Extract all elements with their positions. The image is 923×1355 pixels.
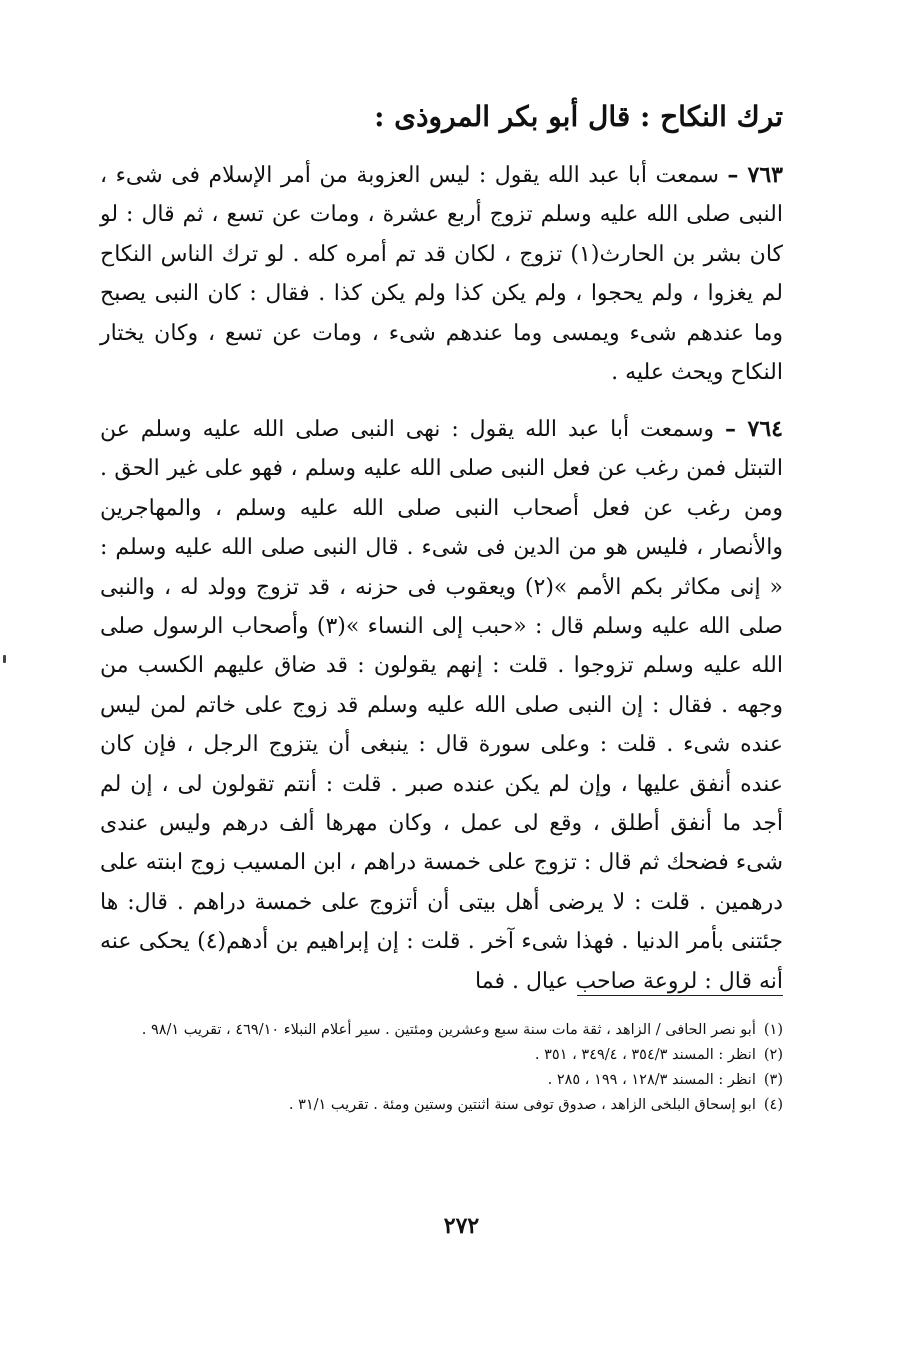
footnote-number: (٢)	[763, 1047, 783, 1063]
section-heading: ترك النكاح : قال أبو بكر المروذى :	[374, 100, 783, 133]
footnote-text: انظر : المسند ٣٥٤/٣ ، ٣٤٩/٤ ، ٣٥١ .	[534, 1047, 756, 1063]
page-number: ٢٧٢	[443, 1213, 480, 1239]
footnote-number: (٤)	[763, 1097, 783, 1113]
footnote-number: (٣)	[763, 1072, 783, 1088]
footnote-number: (١)	[763, 1022, 783, 1038]
footnote-3	[105, 1068, 783, 1093]
paragraph-764	[100, 410, 783, 1001]
footnote-text: أبو نصر الحافى / الزاهد ، ثقة مات سنة سبع وعشرين ومئتين . سير أعلام النبلاء ٤٦٩/١٠ ، تقريب ٩٨/١ .	[141, 1022, 756, 1038]
paragraph-763	[100, 156, 783, 392]
paragraph-text: وسمعت أبا عبد الله يقول : نهى النبى صلى الله عليه وسلم عن التبتل فمن رغب عن فعل النبى صلى الله عليه وسلم ، فهو على غير الحق . ومن رغب عن فعل أصحاب النبى صلى الله عليه وسلم ، والمهاجرين والأنصار ، فليس هو من الدين فى شىء . قال النبى صلى الله عليه وسلم : « إنى مكاثر بكم الأمم »(٢) ويعقوب فى حزنه ، قد تزوج وولد له ، والنبى صلى الله عليه وسلم قال : «حبب إلى النساء »(٣) وأصحاب الرسول صلى الله عليه وسلم تزوجوا . قلت : إنهم يقولون : قد ضاق عليهم الكسب من وجهه . فقال : إن النبى صلى الله عليه وسلم قد زوج على خاتم لمن ليس عنده شىء . قلت : وعلى سورة قال : ينبغى أن يتزوج الرجل ، فإن كان عنده أنفق عليها ، وإن لم يكن عنده صبر . قلت : أنتم تقولون لى ، إن لم أجد ما أنفق أطلق ، وقع لى عمل ، وكان مهرها ألف درهم وليس عندى شىء فضحك ثم قال : تزوج على خمسة دراهم ، ابن المسيب زوج ابنته على درهمين . قلت : لا يرضى أهل بيتى أن أتزوج على خمسة دراهم . قال: ها جئتنى بأمر الدنيا . فهذا شىء آخر . قلت : إن إبراهيم بن أدهم(٤) يحكى عنه أنه قال : لروعة صاحب عيال . فما	[100, 417, 783, 994]
paragraph-number: ٧٦٤ –	[724, 416, 783, 442]
footnote-4	[105, 1093, 783, 1118]
footnote-text: انظر : المسند ١٢٨/٣ ، ١٩٩ ، ٢٨٥ .	[547, 1072, 756, 1088]
paragraph-text: سمعت أبا عبد الله يقول : ليس العزوبة من أمر الإسلام فى شىء ، النبى صلى الله عليه وسلم تزوج أربع عشرة ، ومات عن تسع ، ثم قال : لو كان بشر بن الحارث(١) تزوج ، لكان قد تم أمره كله . لو ترك الناس النكاح لم يغزوا ، ولم يحجوا ، ولم يكن كذا ولم يكن كذا . فقال : كان النبى يصبح وما عندهم شىء ويمسى وما عندهم شىء ، ومات عن تسع ، وكان يختار النكاح ويحث عليه .	[100, 163, 783, 386]
footnote-separator	[577, 995, 783, 996]
paragraph-number: ٧٦٣ –	[727, 162, 783, 188]
footnote-text: ابو إسحاق البلخى الزاهد ، صدوق توفى سنة اثنتين وستين ومئة . تقريب ٣١/١ .	[288, 1097, 756, 1113]
footnotes	[105, 1018, 783, 1118]
footnote-2	[105, 1043, 783, 1068]
scan-speck	[3, 655, 6, 663]
footnote-1	[105, 1018, 783, 1043]
